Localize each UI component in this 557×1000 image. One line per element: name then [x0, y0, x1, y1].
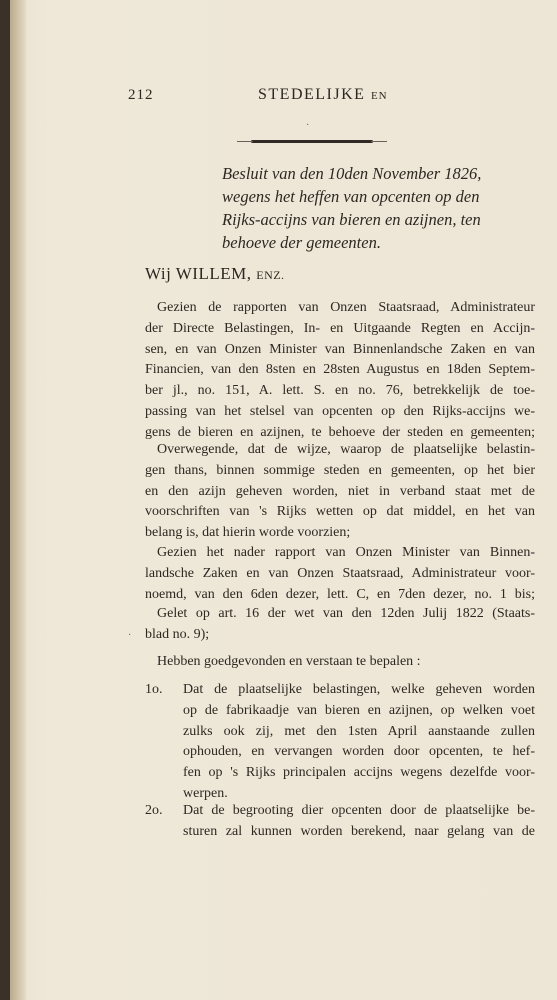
title-line: wegens het heffen van opcenten op den: [222, 187, 480, 206]
paragraph-gelet: [145, 604, 535, 646]
text-line: werpen.: [183, 785, 228, 801]
running-head-title: STEDELIJKE: [258, 86, 366, 103]
text-line: Gelet op art. 16 der wet van den 12den Julij 1822 (Staats-: [157, 606, 535, 621]
decorative-rule: [251, 140, 373, 143]
running-head-suffix: EN: [370, 90, 388, 102]
running-head: [258, 86, 388, 104]
paragraph-hebben: [145, 652, 535, 673]
text-line: landsche Zaken en van Onzen Staatsraad, Administrateur voor-: [145, 565, 535, 581]
text-line: noemd, van den 6den dezer, lett. C, en 7den dezer, no. 1 bis;: [145, 586, 535, 602]
paragraph-overwegende: [145, 440, 535, 544]
text-line: belang is, dat hierin worde voorzien;: [145, 525, 351, 541]
paragraph-gezien-2: [145, 543, 535, 605]
title-line: Besluit van den 10den November 1826,: [222, 164, 482, 183]
article-number: 1o.: [145, 682, 163, 697]
text-line: ophouden, en vervangen worden door opcenten, te hef-: [183, 744, 535, 760]
text-line: en den azijn geheven worden, niet in verband staat met de: [145, 483, 535, 499]
text-line: fen op 's Rijks principalen accijns wegens dezelfde voor-: [183, 765, 535, 781]
opening-formula: [145, 264, 285, 284]
text-line: voorschriften van 's Rijks wetten op dat middel, en het van: [145, 504, 535, 520]
text-line: Overwegende, dat de wijze, waarop de plaatselijke belastin-: [157, 442, 535, 457]
decree-title: [222, 162, 542, 254]
paper-speck: ·: [128, 630, 132, 641]
article-text: Dat de plaatselijke belastingen, welke geheven worden: [183, 682, 535, 697]
article-1: [145, 680, 535, 805]
article-number: 2o.: [145, 803, 163, 818]
text-line: Hebben goedgevonden en verstaan te bepalen :: [157, 654, 421, 669]
page-number: 212: [128, 87, 154, 103]
text-line: op de fabrikaadje van bieren en azijnen, op welken voet: [183, 702, 535, 718]
title-line: behoeve der gemeenten.: [222, 233, 381, 252]
text-line: [145, 680, 535, 701]
text-line: Financien, van den 8sten en 28sten Augustus en 18den Septem-: [145, 362, 535, 378]
text-line: sen, en van Onzen Minister van Binnenlandsche Zaken en van: [145, 341, 535, 357]
book-page: [10, 0, 557, 1000]
text-line: passing van het stelsel van opcenten op den Rijks-accijns we-: [145, 403, 535, 419]
text-line: Gezien het nader rapport van Onzen Minister van Binnen-: [157, 545, 535, 560]
paragraph-gezien-1: [145, 298, 535, 444]
text-line: ber jl., no. 151, A. lett. S. en no. 76, betrekkelijk de toe-: [145, 383, 535, 399]
binding-edge: [10, 0, 26, 1000]
paper-speck: ·: [306, 120, 310, 131]
opening-text: Wij WILLEM,: [145, 264, 252, 283]
text-line: [145, 801, 535, 822]
text-line: blad no. 9);: [145, 626, 210, 642]
text-line: Gezien de rapporten van Onzen Staatsraad, Administrateur: [157, 300, 535, 315]
text-line: sturen zal kunnen worden berekend, naar gelang van de: [183, 823, 535, 839]
opening-suffix: ENZ.: [256, 268, 285, 282]
title-line: Rijks-accijns van bieren en azijnen, ten: [222, 210, 481, 229]
article-2: [145, 801, 535, 843]
text-line: zulks ook zij, met den 1sten April aanstaande zullen: [183, 723, 535, 739]
text-line: der Directe Belastingen, In- en Uitgaande Regten en Accijn-: [145, 320, 535, 336]
text-line: gen thans, binnen sommige steden en gemeenten, op het bier: [145, 462, 535, 478]
text-line: gens de bieren en azijnen, te behoeve der steden en gemeenten;: [145, 424, 535, 440]
article-text: Dat de begrooting dier opcenten door de plaatselijke be-: [183, 803, 535, 818]
